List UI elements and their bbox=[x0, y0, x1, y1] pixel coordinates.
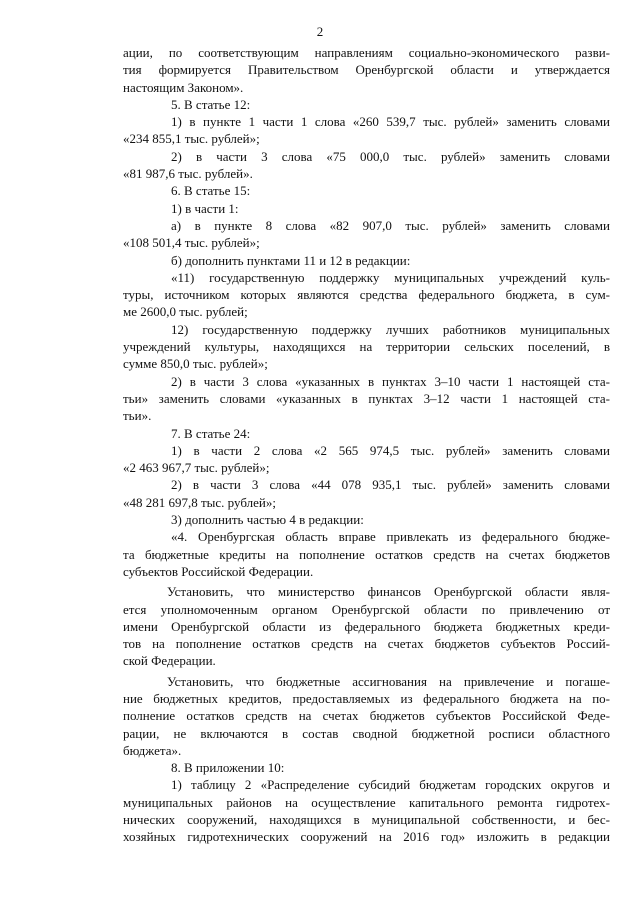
text-line: 2) в части 3 слова «44 078 935,1 тыс. рублей» заменить словами bbox=[171, 477, 610, 493]
text-line: тия формируется Правительством Оренбургской области и утверждается bbox=[123, 62, 610, 78]
text-line: та бюджетные кредиты на пополнение остатков средств на счетах бюджетов bbox=[123, 546, 610, 562]
text-line: «108 501,4 тыс. рублей»; bbox=[123, 235, 260, 251]
section-heading: 8. В приложении 10: bbox=[171, 760, 285, 776]
text-line: бюджета». bbox=[123, 742, 182, 758]
text-line: «48 281 697,8 тыс. рублей»; bbox=[123, 494, 276, 510]
text-line: тьи» заменить словами «указанных в пунктах 3–12 части 1 настоящей ста- bbox=[123, 390, 610, 406]
text-line: сумме 850,0 тыс. рублей»; bbox=[123, 356, 268, 372]
text-line: «4. Оренбургская область вправе привлекать из федерального бюдже- bbox=[171, 529, 610, 545]
document-body bbox=[123, 44, 610, 846]
text-line: Установить, что министерство финансов Оренбургской области явля- bbox=[167, 584, 610, 600]
text-line: муниципальных районов на осуществление капитального ремонта гидротех- bbox=[123, 794, 610, 810]
text-line: б) дополнить пунктами 11 и 12 в редакции: bbox=[171, 252, 411, 268]
text-line: а) в пункте 8 слова «82 907,0 тыс. рублей» заменить словами bbox=[171, 217, 610, 233]
section-heading: 5. В статье 12: bbox=[171, 96, 251, 112]
text-line: тов на пополнение остатков средств на счетах бюджетов субъектов Россий- bbox=[123, 636, 610, 652]
page-number: 2 bbox=[316, 24, 324, 39]
text-line: 1) в части 1: bbox=[171, 200, 239, 216]
text-line: тьи». bbox=[123, 408, 152, 424]
text-line: «2 463 967,7 тыс. рублей»; bbox=[123, 460, 270, 476]
text-line: 1) в части 2 слова «2 565 974,5 тыс. рублей» заменить словами bbox=[171, 442, 610, 458]
text-line: ние бюджетных кредитов, предоставляемых из федерального бюджета на по- bbox=[123, 690, 610, 706]
text-line: «234 855,1 тыс. рублей»; bbox=[123, 131, 260, 147]
text-line: 3) дополнить частью 4 в редакции: bbox=[171, 512, 364, 528]
text-line: учреждений культуры, находящихся на территории сельских поселений, в bbox=[123, 339, 610, 355]
text-line: полнение остатков средств на счетах бюджетов субъектов Российской Феде- bbox=[123, 708, 610, 724]
text-line: туры, источником которых являются средства федерального бюджета, в сум- bbox=[123, 287, 610, 303]
section-heading: 6. В статье 15: bbox=[171, 183, 251, 199]
text-line: Установить, что бюджетные ассигнования на привлечение и погаше- bbox=[167, 673, 610, 689]
text-line: хозяйных гидротехнических сооружений на 2016 год» изложить в редакции bbox=[123, 829, 610, 845]
text-line: субъектов Российской Федерации. bbox=[123, 563, 314, 579]
text-line: «11) государственную поддержку муниципальных учреждений куль- bbox=[171, 269, 610, 285]
text-line: ме 2600,0 тыс. рублей; bbox=[123, 304, 248, 320]
text-line: рации, не включаются в состав сводной бюджетной росписи областного bbox=[123, 725, 610, 741]
text-line: 1) в пункте 1 части 1 слова «260 539,7 тыс. рублей» заменить словами bbox=[171, 114, 610, 130]
text-line: «81 987,6 тыс. рублей». bbox=[123, 166, 253, 182]
text-line: 1) таблицу 2 «Распределение субсидий бюджетам городских округов и bbox=[171, 777, 610, 793]
text-line: ется уполномоченным органом Оренбургской области по привлечению от bbox=[123, 601, 610, 617]
text-line: ской Федерации. bbox=[123, 653, 216, 669]
text-line: настоящим Законом». bbox=[123, 79, 244, 95]
section-heading: 7. В статье 24: bbox=[171, 425, 251, 441]
text-line: имени Оренбургской области из федерального бюджета бюджетных креди- bbox=[123, 618, 610, 634]
text-line: 2) в части 3 слова «75 000,0 тыс. рублей» заменить словами bbox=[171, 148, 610, 164]
text-line: 2) в части 3 слова «указанных в пунктах 3–10 части 1 настоящей ста- bbox=[171, 373, 610, 389]
text-line: нических сооружений, находящихся в муниципальной собственности, и бес- bbox=[123, 812, 610, 828]
text-line: ации, по соответствующим направлениям социально-экономического разви- bbox=[123, 45, 610, 60]
text-line: 12) государственную поддержку лучших работников муниципальных bbox=[171, 321, 610, 337]
